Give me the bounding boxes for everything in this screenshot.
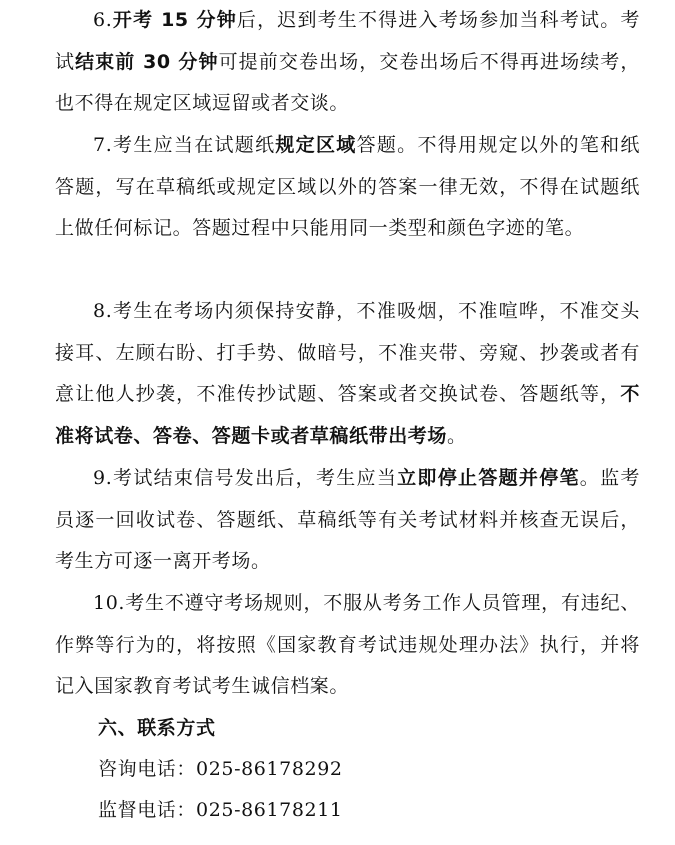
rule-8-paragraph	[55, 291, 640, 457]
supervision-phone-label: 监督电话：	[98, 799, 197, 821]
rule-9-emphasis: 立即停止答题并停笔	[397, 467, 580, 489]
rule-8-text: 。	[447, 424, 467, 447]
rule-6-text: 后，迟到考生不得进入考场参加当科考试。考试	[55, 9, 640, 73]
rule-6-emphasis-end: 结束前 30 分钟	[75, 50, 219, 73]
rule-7-paragraph	[55, 125, 640, 250]
section-heading-contact: 六、联系方式	[98, 717, 216, 739]
inquiry-phone-number: 025-86178292	[196, 758, 343, 780]
rule-7-text: 7.考生应当在试题纸	[93, 134, 276, 156]
rule-6-paragraph	[55, 0, 640, 125]
rule-9-text: 9.考试结束信号发出后，考生应当	[93, 467, 398, 489]
rule-10-text: 10.考生不遵守考场规则，不服从考务工作人员管理，有违纪、作弊等行为的，将按照《国家教育考试违规处理办法》执行，并将记入国家教育考试考生诚信档案。	[55, 592, 640, 697]
rule-8-emphasis: 不准将试卷、答卷、答题卡或者草稿纸带出考场	[55, 383, 640, 447]
inquiry-phone-line	[98, 749, 343, 791]
rule-10-paragraph	[55, 583, 640, 708]
rule-6-emphasis-start: 开考 15 分钟	[112, 9, 237, 31]
rule-9-text: 。监考员逐一回收试卷、答题纸、草稿纸等有关考试材料并核查无误后，考生方可逐一离开考场。	[55, 467, 640, 572]
rule-7-text: 答题。不得用规定以外的笔和纸答题，写在草稿纸或规定区域以外的答案一律无效，不得在试题纸上做任何标记。答题过程中只能用同一类型和颜色字迹的笔。	[55, 134, 641, 239]
rule-9-paragraph	[55, 458, 640, 583]
supervision-phone-line	[98, 790, 343, 832]
supervision-phone-number: 025-86178211	[196, 799, 343, 821]
rule-7-emphasis: 规定区域	[275, 134, 357, 156]
rule-6-text: 6.	[93, 9, 113, 31]
inquiry-phone-label: 咨询电话：	[98, 758, 197, 780]
rule-8-text: 8.考生在考场内须保持安静，不准吸烟，不准喧哗，不准交头接耳、左顾右盼、打手势、做暗号，不准夹带、旁窥、抄袭或者有意让他人抄袭，不准传抄试题、答案或者交换试卷、答题纸等，	[55, 300, 640, 405]
rule-6-text: 可提前交卷出场，交卷出场后不得再进场续考，也不得在规定区域逗留或者交谈。	[55, 50, 640, 114]
